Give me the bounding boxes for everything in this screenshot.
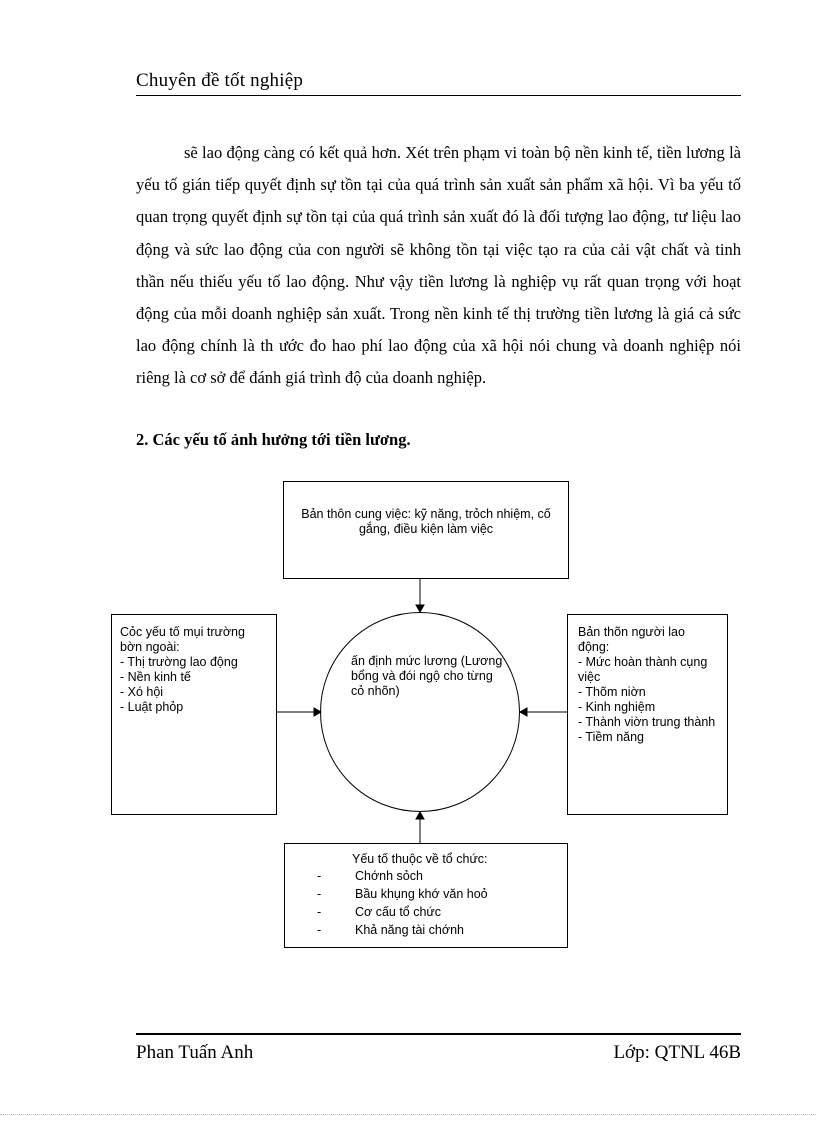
document-header-title: Chuyên đề tốt nghiệp (136, 70, 304, 91)
page-edge-divider (0, 1114, 816, 1115)
list-item: - Khả năng tài chớnh (295, 921, 557, 939)
list-item: - Kinh nghiệm (578, 700, 656, 714)
list-item: - Cơ cấu tổ chức (295, 903, 557, 921)
center-circle-text: ấn định mức lương (Lương bổng và đói ngộ cho từng cỏ nhõn) (351, 654, 503, 698)
arrow-from-top-head (416, 605, 424, 612)
footer-rule (136, 1033, 741, 1035)
footer-author: Phan Tuấn Anh (136, 1042, 254, 1063)
list-item: - Xó hội (120, 685, 164, 699)
job-itself-text: Bản thôn cung việc: kỹ năng, trỏch nhiệm, cố gắng, điều kiện làm việc (301, 507, 551, 536)
arrow-from-left-head (314, 708, 321, 716)
organization-title: Yếu tố thuộc về tổ chức: (352, 852, 488, 866)
list-item: - Bầu khụng khớ văn hoỏ (295, 885, 557, 903)
list-item: - Thõm niờn (578, 685, 646, 699)
employee-title: Bản thõn người lao động: (578, 625, 685, 654)
list-item: - Chớnh sỏch (295, 867, 557, 885)
list-item: - Thành viờn trung thành (578, 715, 716, 729)
list-item: - Luật phỏp (120, 700, 184, 714)
list-item: - Nền kinh tế (120, 670, 191, 684)
arrow-from-right-head (520, 708, 527, 716)
section-heading: 2. Các yếu tố ảnh hưởng tới tiền lương. (136, 430, 411, 449)
body-paragraph: sẽ lao động càng có kết quả hơn. Xét trên phạm vi toàn bộ nền kinh tế, tiền lương là yếu tố gián tiếp quyết định sự tồn tại của quá trình sản xuất sản phẩm xã hội. Vì ba yếu tố quan trọng quyết định sự tồn tại của quá trình sản xuất đó là đối tượng lao động, tư liệu lao động và sức lao động của con người sẽ không tồn tại việc tạo ra của cải vật chất và tinh thần nếu thiếu yếu tố lao động. Như vậy tiền lương là nghiệp vụ rất quan trọng với hoạt động của mỗi doanh nghiệp sản xuất. Trong nền kinh tế thị trường tiền lương là giá cả sức lao động chính là th ước đo hao phí lao động của xã hội nói chung và doanh nghiệp nói riêng là cơ sở để đánh giá trình độ của doanh nghiệp. (136, 143, 741, 388)
arrow-from-bottom-head (416, 812, 424, 819)
list-item: - Thị trường lao động (120, 655, 238, 669)
list-item: - Mức hoàn thành cụng việc (578, 655, 708, 684)
footer-class: Lớp: QTNL 46B (613, 1042, 741, 1063)
list-item: - Tiềm năng (578, 730, 645, 744)
external-environment-title: Cỏc yếu tố mụi trường bờn ngoài: (120, 625, 245, 654)
